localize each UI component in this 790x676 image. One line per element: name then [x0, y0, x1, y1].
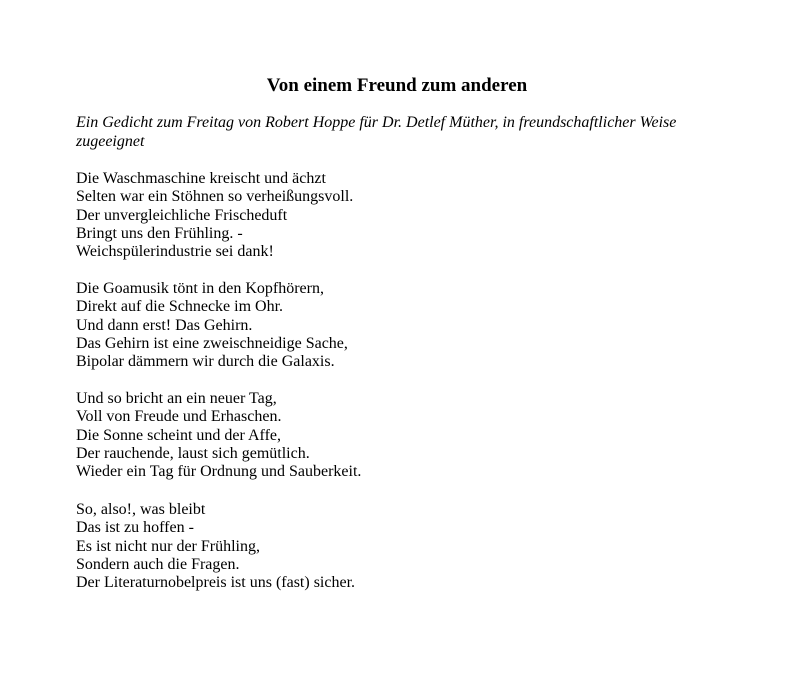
- poem-line: Das Gehirn ist eine zweischneidige Sache,: [76, 334, 348, 352]
- stanza-2: [76, 280, 696, 371]
- poem-line: Wieder ein Tag für Ordnung und Sauberkeit.: [76, 463, 362, 481]
- poem-line: Weichspülerindustrie sei dank!: [76, 243, 274, 261]
- poem-line: Bringt uns den Frühling. -: [76, 224, 243, 242]
- stanza-3: [76, 390, 696, 481]
- poem-line: Direkt auf die Schnecke im Ohr.: [76, 298, 284, 316]
- poem-line: So, also!, was bleibt: [76, 501, 206, 518]
- poem-dedication: Ein Gedicht zum Freitag von Robert Hoppe für Dr. Detlef Müther, in freundschaftlicher Weise zugeeignet: [76, 114, 677, 150]
- poem-line: Die Sonne scheint und der Affe,: [76, 426, 281, 444]
- poem-title: Von einem Freund zum anderen: [266, 75, 528, 96]
- stanza-1: [76, 170, 696, 261]
- poem-line: Der unvergleichliche Frischeduft: [76, 206, 288, 224]
- poem-line: Der rauchende, laust sich gemütlich.: [76, 444, 310, 462]
- poem-line: Die Goamusik tönt in den Kopfhörern,: [76, 280, 324, 297]
- poem-line: Und dann erst! Das Gehirn.: [76, 316, 253, 334]
- poem-line: Und so bricht an ein neuer Tag,: [76, 390, 277, 407]
- poem-line: Voll von Freude und Erhaschen.: [76, 408, 282, 426]
- poem-line: Die Waschmaschine kreischt und ächzt: [76, 170, 326, 187]
- poem-line: Es ist nicht nur der Frühling,: [76, 537, 260, 555]
- poem-line: Das ist zu hoffen -: [76, 519, 194, 537]
- poem-line: Selten war ein Stöhnen so verheißungsvoll.: [76, 188, 354, 206]
- poem-line: Bipolar dämmern wir durch die Galaxis.: [76, 353, 335, 371]
- poem-line: Der Literaturnobelpreis ist uns (fast) sicher.: [76, 574, 356, 592]
- stanza-4: [76, 501, 696, 592]
- poem-line: Sondern auch die Fragen.: [76, 555, 240, 573]
